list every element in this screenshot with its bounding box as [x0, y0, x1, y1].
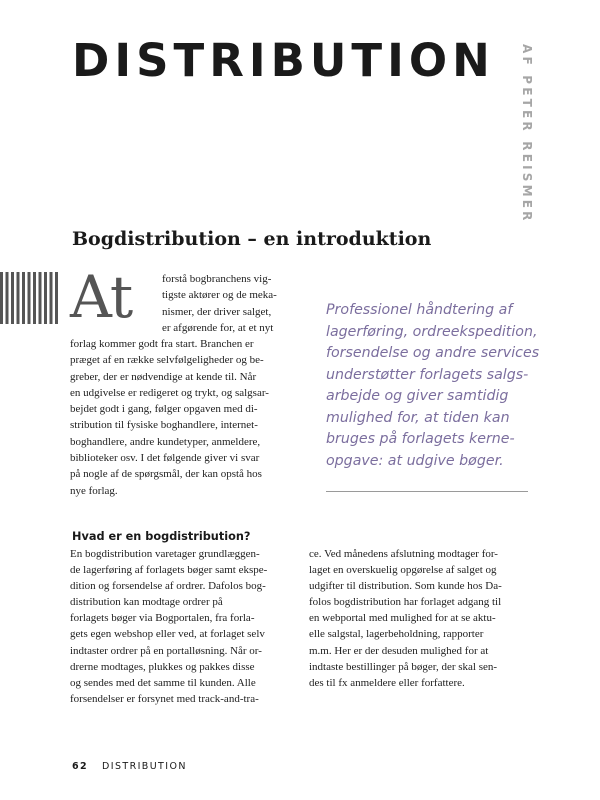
text-line: præget af en række selvfølgeligheder og be- [70, 354, 264, 367]
left-column-text [70, 546, 267, 707]
page-footer [72, 761, 187, 772]
pull-quote-line: arbejde og giver samtidig [326, 388, 509, 404]
author-byline: AF PETER REISMER [520, 44, 534, 224]
text-line: på nogle af de spørgsmål, der kan opstå hos [70, 468, 262, 481]
text-line: og sendes med det samme til kunden. Alle [70, 676, 256, 689]
text-line: ce. Ved månedens afslutning modtager for- [309, 548, 498, 560]
pull-quote-line: forsendelse og andre services [326, 345, 540, 361]
pull-quote-line: understøtter forlagets salgs- [326, 366, 529, 383]
text-line: elle salgstal, lagerbeholdning, rapporter [309, 628, 484, 641]
text-line: indtaste bestillinger på bøger, der skal sen- [309, 660, 498, 673]
text-line: drerne modtages, plukkes og pakkes disse [70, 660, 255, 673]
pull-quote-line: mulighed for, at tiden kan [326, 409, 510, 426]
text-line: forlagets bøger via Bogportalen, fra forla- [70, 612, 255, 625]
text-line: indtaster ordrer på en portalløsning. Når or- [70, 644, 262, 657]
text-line: en webportal med mulighed for at se aktu- [309, 612, 496, 625]
lead-paragraph [70, 336, 269, 499]
article-heading: Bogdistribution – en introduktion [72, 228, 432, 250]
drop-cap-word: At [70, 263, 133, 331]
page-number: 62 [72, 761, 89, 772]
text-line: m.m. Her er der desuden mulighed for at [309, 644, 489, 657]
footer-section-label: DISTRIBUTION [102, 761, 187, 772]
text-line: gets egen webshop eller ved, at forlaget selv [70, 628, 265, 641]
text-line: biblioteker osv. I det følgende giver vi svar [70, 452, 260, 465]
text-line: des til fx anmeldere eller forfattere. [309, 676, 465, 689]
text-line: laget en overskuelig opgørelse af salget og [309, 564, 497, 577]
page-title: DISTRIBUTION [72, 34, 495, 87]
decorative-stripes [0, 272, 60, 324]
text-line: bejdet godt i gang, følger opgaven med di- [70, 403, 258, 416]
text-line: boghandlere, andre kundetyper, anmeldere, [70, 435, 261, 448]
text-line: en udgivelse er redigeret og trykt, og salgsar- [70, 386, 269, 399]
text-line: stribution til fysiske boghandlere, internet- [70, 419, 258, 432]
right-column-text [309, 546, 502, 691]
pull-quote-line: Professionel håndtering af [326, 302, 513, 318]
text-line: En bogdistribution varetager grundlæggen- [70, 548, 260, 560]
text-line: forstå bogbranchens vig- [162, 273, 272, 285]
text-line: nismer, der driver salget, [162, 305, 272, 318]
section-heading: Hvad er en bogdistribution? [72, 530, 251, 543]
text-line: folos bogdistribution har forlaget adgang til [309, 596, 502, 609]
pull-quote-line: lagerføring, ordreekspedition, [326, 323, 538, 340]
text-line: de lagerføring af forlagets bøger samt ekspe- [70, 564, 268, 577]
text-line: dition og forsendelse af ordrer. Dafolos bog- [70, 580, 266, 593]
text-line: udgifter til distribution. Som kunde hos Da- [309, 580, 502, 593]
text-line: distribution kan modtage ordrer på [70, 596, 223, 609]
lead-paragraph-indented [162, 271, 277, 336]
pull-quote-divider [326, 491, 528, 492]
text-line: greber, der er nødvendige at kende til. Når [70, 370, 257, 383]
text-line: er afgørende for, at et nyt [162, 321, 274, 334]
text-line: nye forlag. [70, 484, 118, 497]
pull-quote-line: opgave: at udgive bøger. [326, 452, 504, 469]
pull-quote-line: bruges på forlagets kerne- [326, 431, 515, 447]
text-line: tigste aktører og de meka- [162, 289, 277, 302]
text-line: forsendelser er forsynet med track-and-tra- [70, 692, 259, 705]
text-line: forlag kommer godt fra start. Branchen er [70, 338, 254, 350]
pull-quote [326, 300, 540, 472]
